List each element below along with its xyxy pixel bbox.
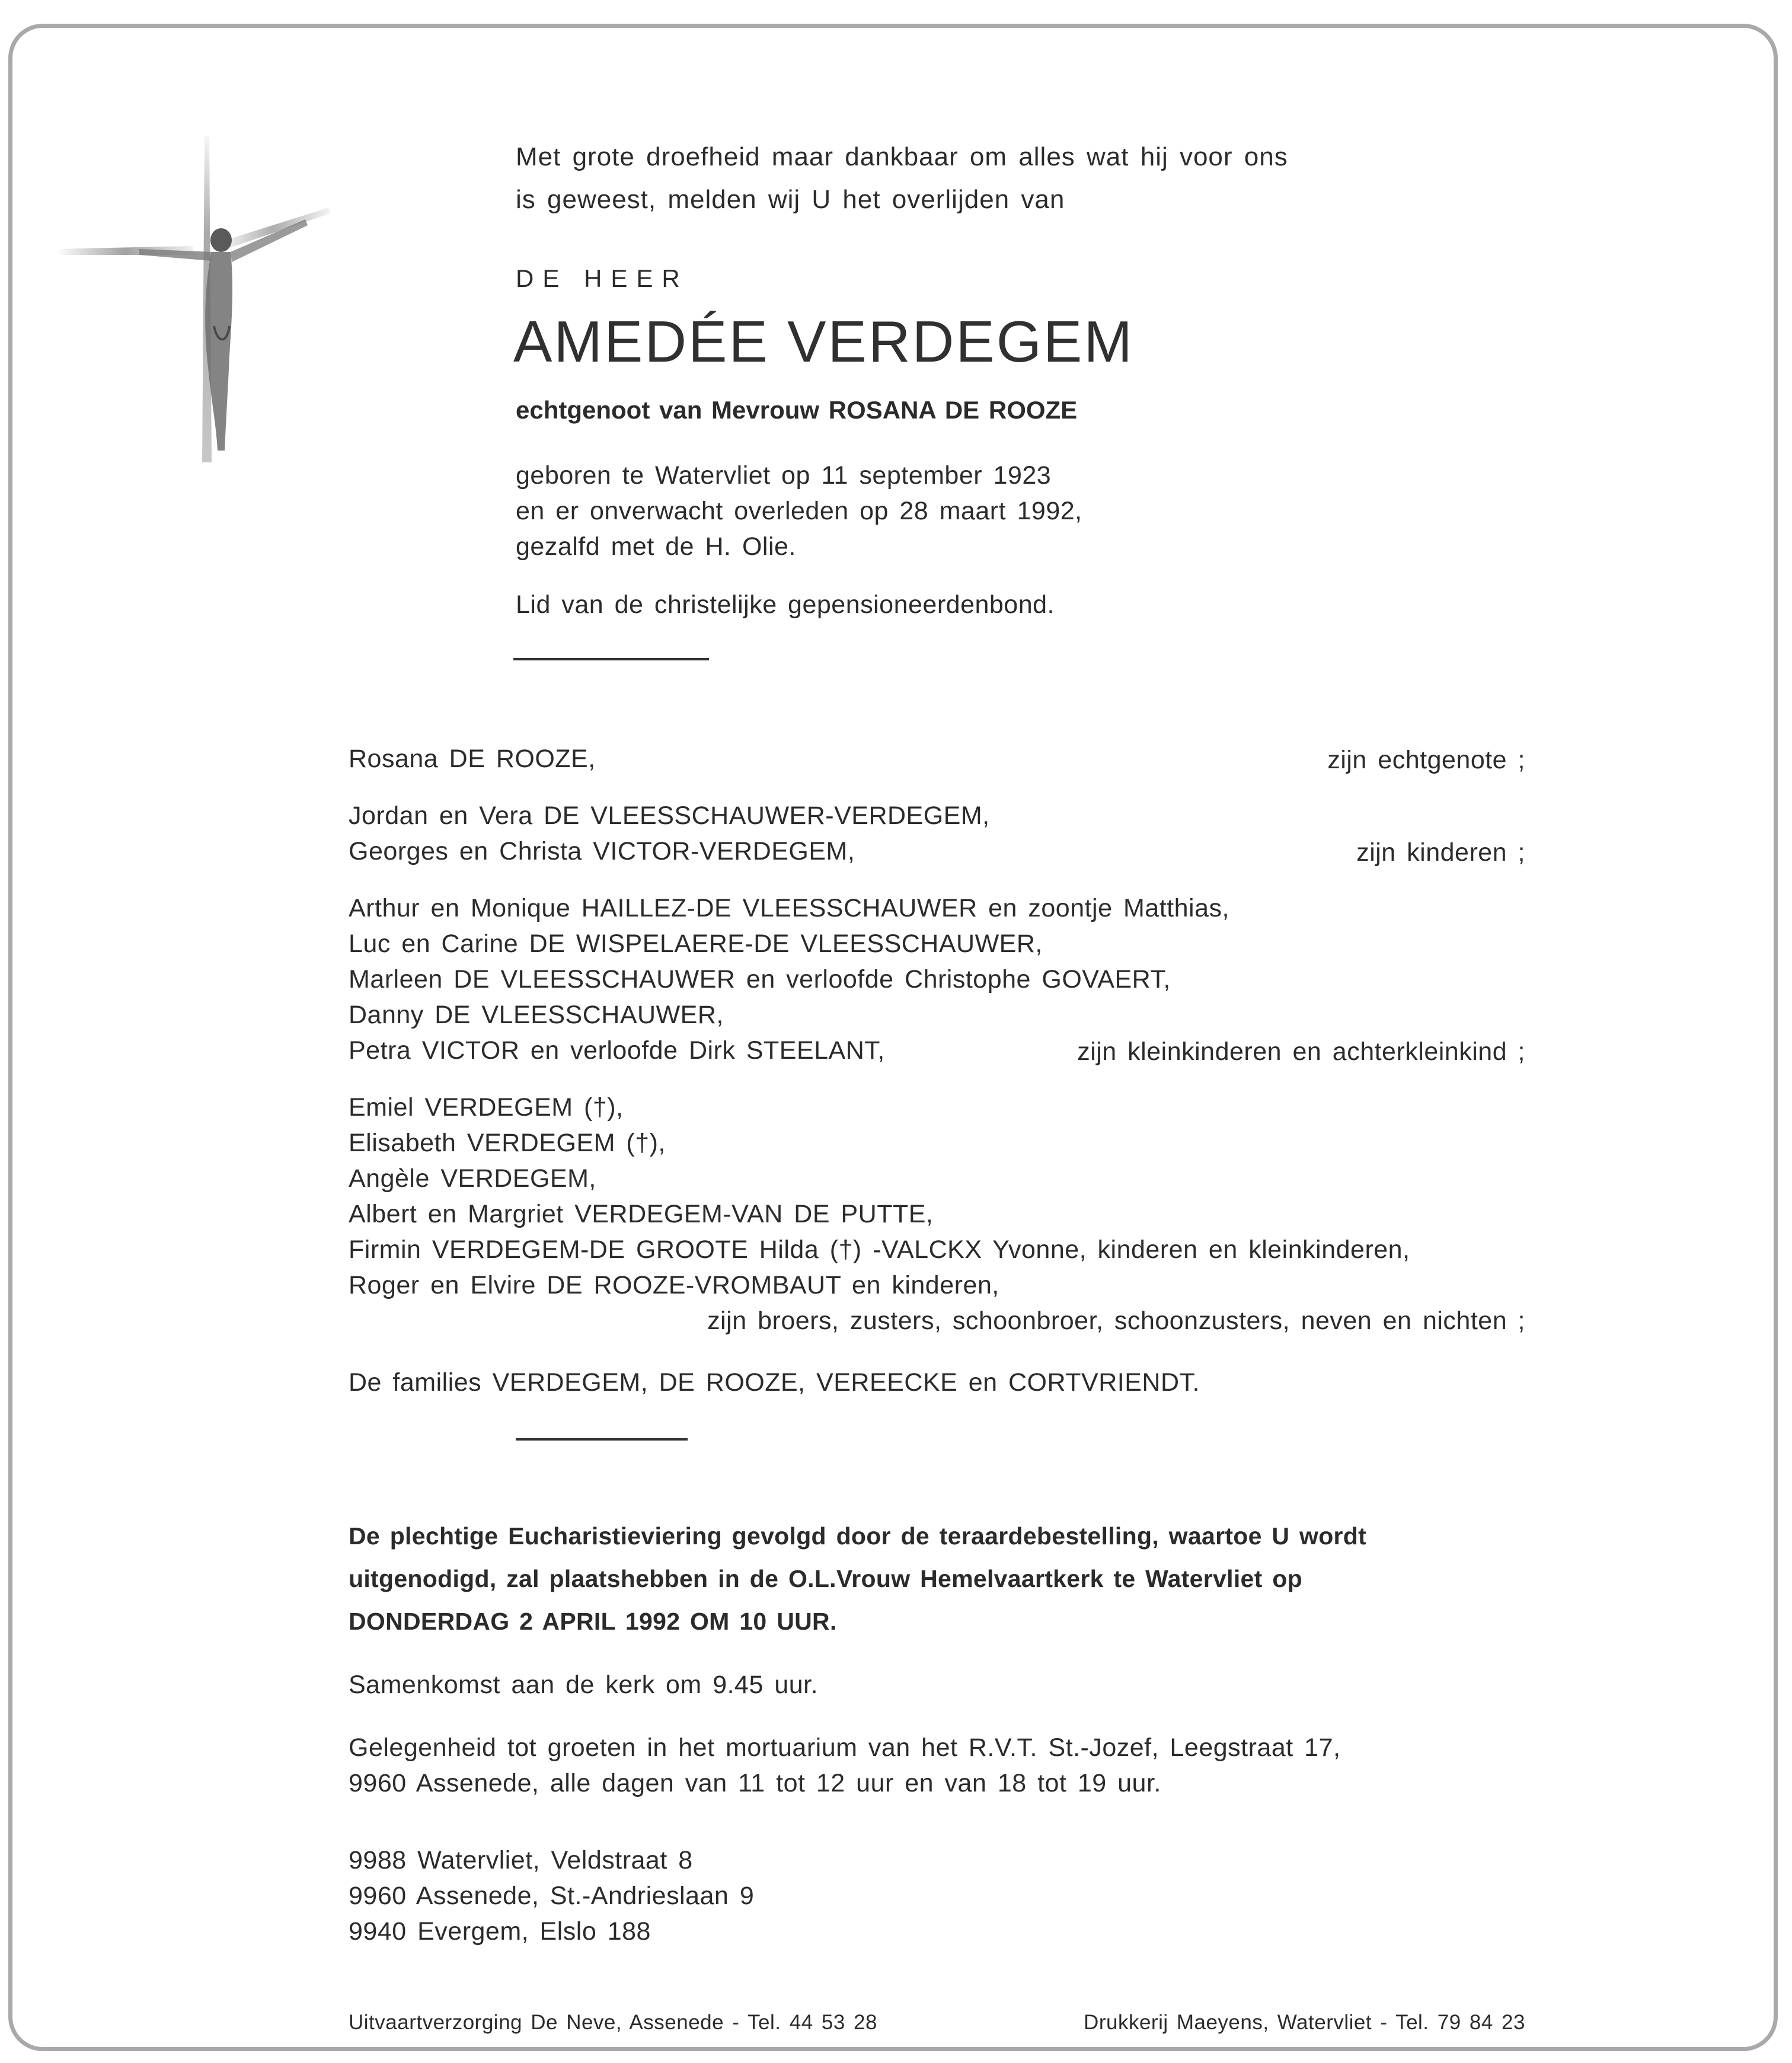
- ceremony-line-1: De plechtige Eucharistieviering gevolgd door de teraardebestelling, waartoe U wordt: [349, 1522, 1367, 1550]
- membership-line: Lid van de christelijke gepensioneerdenbond.: [516, 590, 1055, 619]
- family-grandchild-2: Luc en Carine DE WISPELAERE-DE VLEESSCHAUWER,: [349, 930, 1043, 958]
- intro-line-2: is geweest, melden wij U het overlijden van: [516, 185, 1065, 214]
- visitation-line-2: 9960 Assenede, alle dagen van 11 tot 12 uur en van 18 tot 19 uur.: [349, 1769, 1161, 1797]
- address-2: 9960 Assenede, St.-Andrieslaan 9: [349, 1882, 755, 1910]
- family-grandchild-4: Danny DE VLEESSCHAUWER,: [349, 1001, 724, 1029]
- address-1: 9988 Watervliet, Veldstraat 8: [349, 1846, 693, 1874]
- crucifix-icon: [56, 130, 341, 474]
- family-sibling-1: Emiel VERDEGEM (†),: [349, 1093, 624, 1122]
- footer-printer: Drukkerij Maeyens, Watervliet - Tel. 79 84 23: [1084, 2011, 1525, 2034]
- address-3: 9940 Evergem, Elslo 188: [349, 1917, 651, 1946]
- birth-line: geboren te Watervliet op 11 september 1923: [516, 461, 1052, 490]
- relation-children: zijn kinderen ;: [1356, 838, 1525, 867]
- family-sibling-3: Angèle VERDEGEM,: [349, 1164, 596, 1193]
- deceased-name: AMEDÉE VERDEGEM: [513, 309, 1134, 374]
- relation-siblings: zijn broers, zusters, schoonbroer, schoonzusters, neven en nichten ;: [707, 1307, 1525, 1335]
- intro-line-1: Met grote droefheid maar dankbaar om alles wat hij voor ons: [516, 142, 1288, 171]
- relation-grandchildren: zijn kleinkinderen en achterkleinkind ;: [1077, 1037, 1525, 1066]
- family-grandchild-1: Arthur en Monique HAILLEZ-DE VLEESSCHAUWER en zoontje Matthias,: [349, 894, 1229, 922]
- spouse-line: echtgenoot van Mevrouw ROSANA DE ROOZE: [516, 396, 1078, 424]
- ceremony-line-2: uitgenodigd, zal plaatshebben in de O.L.Vrouw Hemelvaartkerk te Watervliet op: [349, 1565, 1302, 1592]
- death-line: en er onverwacht overleden op 28 maart 1992,: [516, 497, 1082, 525]
- footer-undertaker: Uitvaartverzorging De Neve, Assenede - Tel. 44 53 28: [349, 2011, 877, 2034]
- visitation-line-1: Gelegenheid tot groeten in het mortuarium van het R.V.T. St.-Jozef, Leegstraat 17,: [349, 1733, 1341, 1762]
- family-spouse: Rosana DE ROOZE,: [349, 745, 596, 773]
- honorific: DE HEER: [516, 264, 689, 292]
- family-sibling-5: Firmin VERDEGEM-DE GROOTE Hilda (†) -VALCKX Yvonne, kinderen en kleinkinderen,: [349, 1235, 1410, 1264]
- gathering-line: Samenkomst aan de kerk om 9.45 uur.: [349, 1671, 819, 1699]
- family-child-2: Georges en Christa VICTOR-VERDEGEM,: [349, 837, 855, 866]
- family-sibling-6: Roger en Elvire DE ROOZE-VROMBAUT en kinderen,: [349, 1271, 999, 1299]
- anointing-line: gezalfd met de H. Olie.: [516, 532, 796, 561]
- ceremony-date: DONDERDAG 2 APRIL 1992 OM 10 UUR.: [349, 1608, 837, 1635]
- family-sibling-4: Albert en Margriet VERDEGEM-VAN DE PUTTE,: [349, 1200, 934, 1228]
- family-grandchild-3: Marleen DE VLEESSCHAUWER en verloofde Christophe GOVAERT,: [349, 965, 1171, 994]
- family-families: De families VERDEGEM, DE ROOZE, VEREECKE en CORTVRIENDT.: [349, 1368, 1200, 1397]
- divider-top: [513, 658, 709, 660]
- family-child-1: Jordan en Vera DE VLEESSCHAUWER-VERDEGEM,: [349, 801, 990, 830]
- family-sibling-2: Elisabeth VERDEGEM (†),: [349, 1129, 666, 1157]
- divider-middle: [516, 1438, 688, 1441]
- relation-spouse: zijn echtgenote ;: [1327, 746, 1525, 774]
- family-grandchild-5: Petra VICTOR en verloofde Dirk STEELANT,: [349, 1036, 885, 1065]
